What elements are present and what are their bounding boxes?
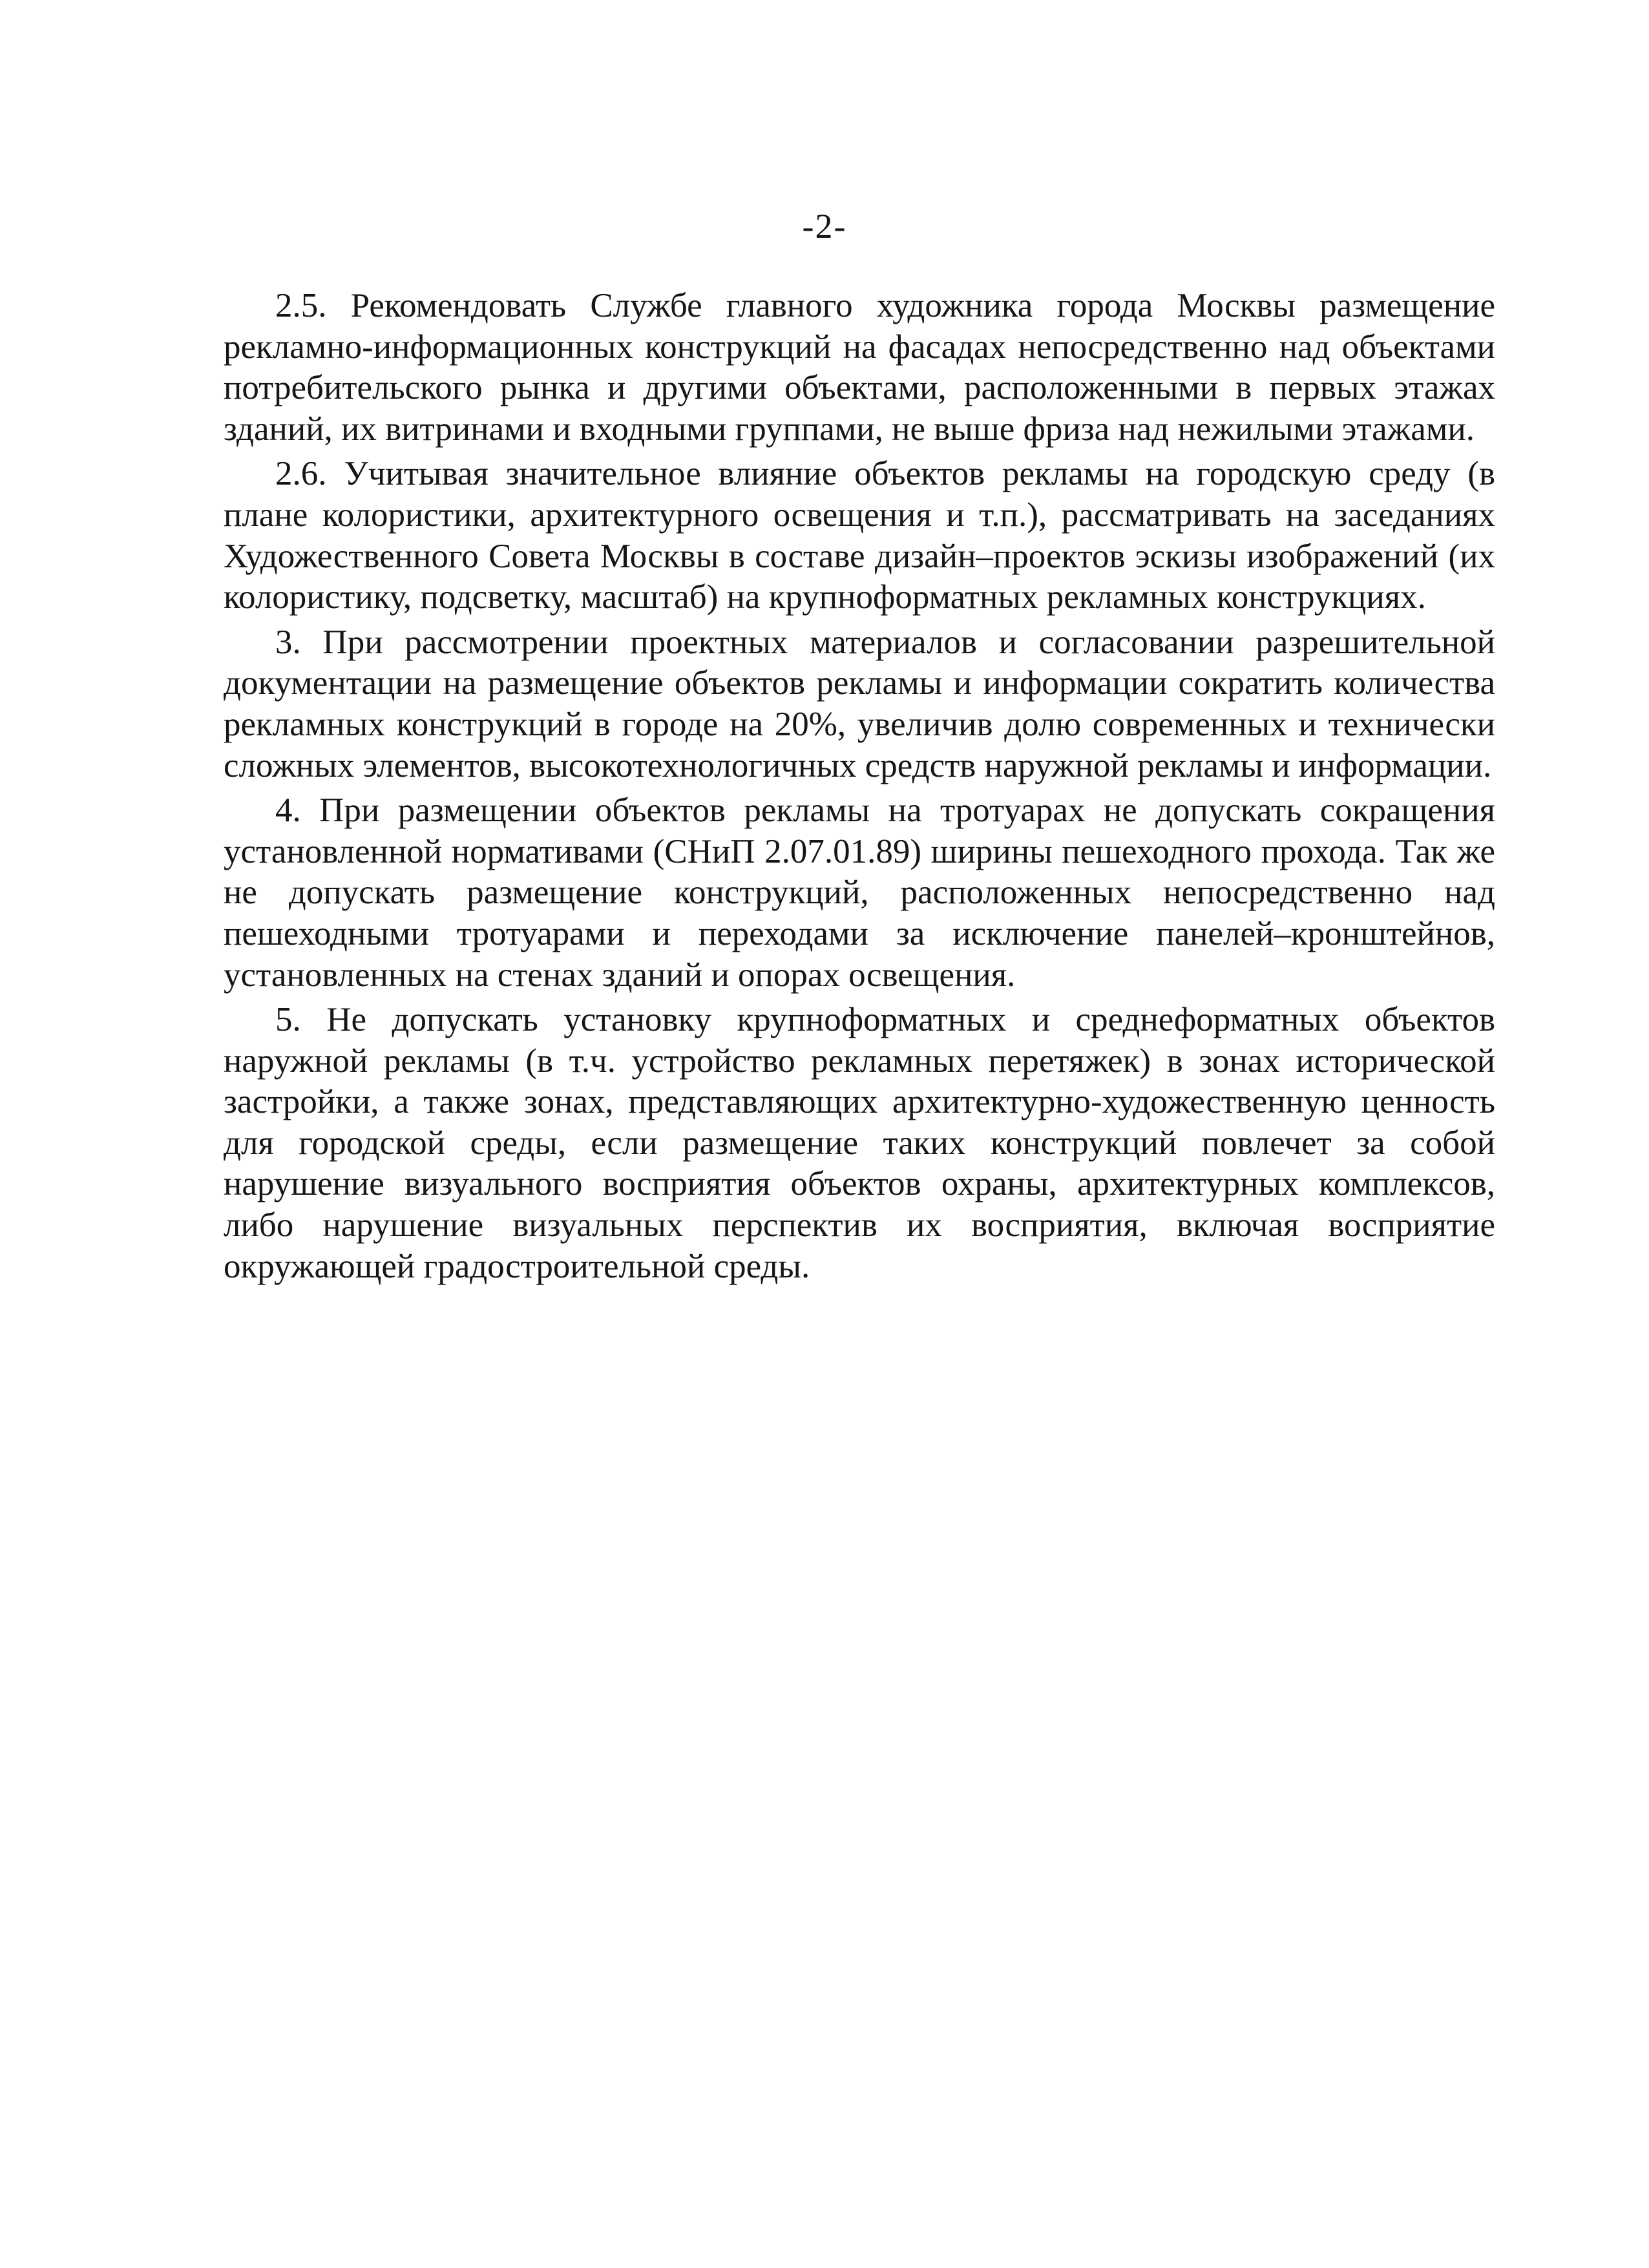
paragraph-2-5: 2.5. Рекомендовать Службе главного художника города Москвы размещение рекламно-информационных конструкций на фасадах непосредственно над объектами потребительского рынка и другими объектами, расположенными в первых этажах зданий, их витринами и входными группами, не выше фриза над нежилыми этажами. — [224, 287, 1495, 448]
paragraph-3: 3. При рассмотрении проектных материалов и согласовании разрешительной документации на размещение объектов рекламы и информации сократить количества рекламных конструкций в городе на 20%, увеличив долю современных и технически сложных элементов, высокотехнологичных средств наружной рекламы и информации. — [224, 623, 1495, 784]
paragraph-2-6: 2.6. Учитывая значительное влияние объектов рекламы на городскую среду (в плане колористики, архитектурного освещения и т.п.), рассматривать на заседаниях Художественного Совета Москвы в составе дизайн–проектов эскизы изображений (их колористику, подсветку, масштаб) на крупноформатных рекламных конструкциях. — [224, 455, 1495, 616]
paragraph-5: 5. Не допускать установку крупноформатных и среднеформатных объектов наружной рекламы (в т.ч. устройство рекламных перетяжек) в зонах исторической застройки, а также зонах, представляющих архитектурно-художественную ценность для городской среды, если размещение таких конструкций повлечет за собой нарушение визуального восприятия объектов охраны, архитектурных комплексов, либо нарушение визуальных перспектив их восприятия, включая восприятие окружающей градостроительной среды. — [224, 1001, 1495, 1285]
paragraph-4: 4. При размещении объектов рекламы на тротуарах не допускать сокращения установленной нормативами (СНиП 2.07.01.89) ширины пешеходного прохода. Так же не допускать размещение конструкций, расположенных непосредственно над пешеходными тротуарами и переходами за исключение панелей–кронштейнов, установленных на стенах зданий и опорах освещения. — [224, 792, 1495, 994]
page-number: -2- — [802, 207, 847, 246]
document-body — [224, 286, 1495, 1287]
